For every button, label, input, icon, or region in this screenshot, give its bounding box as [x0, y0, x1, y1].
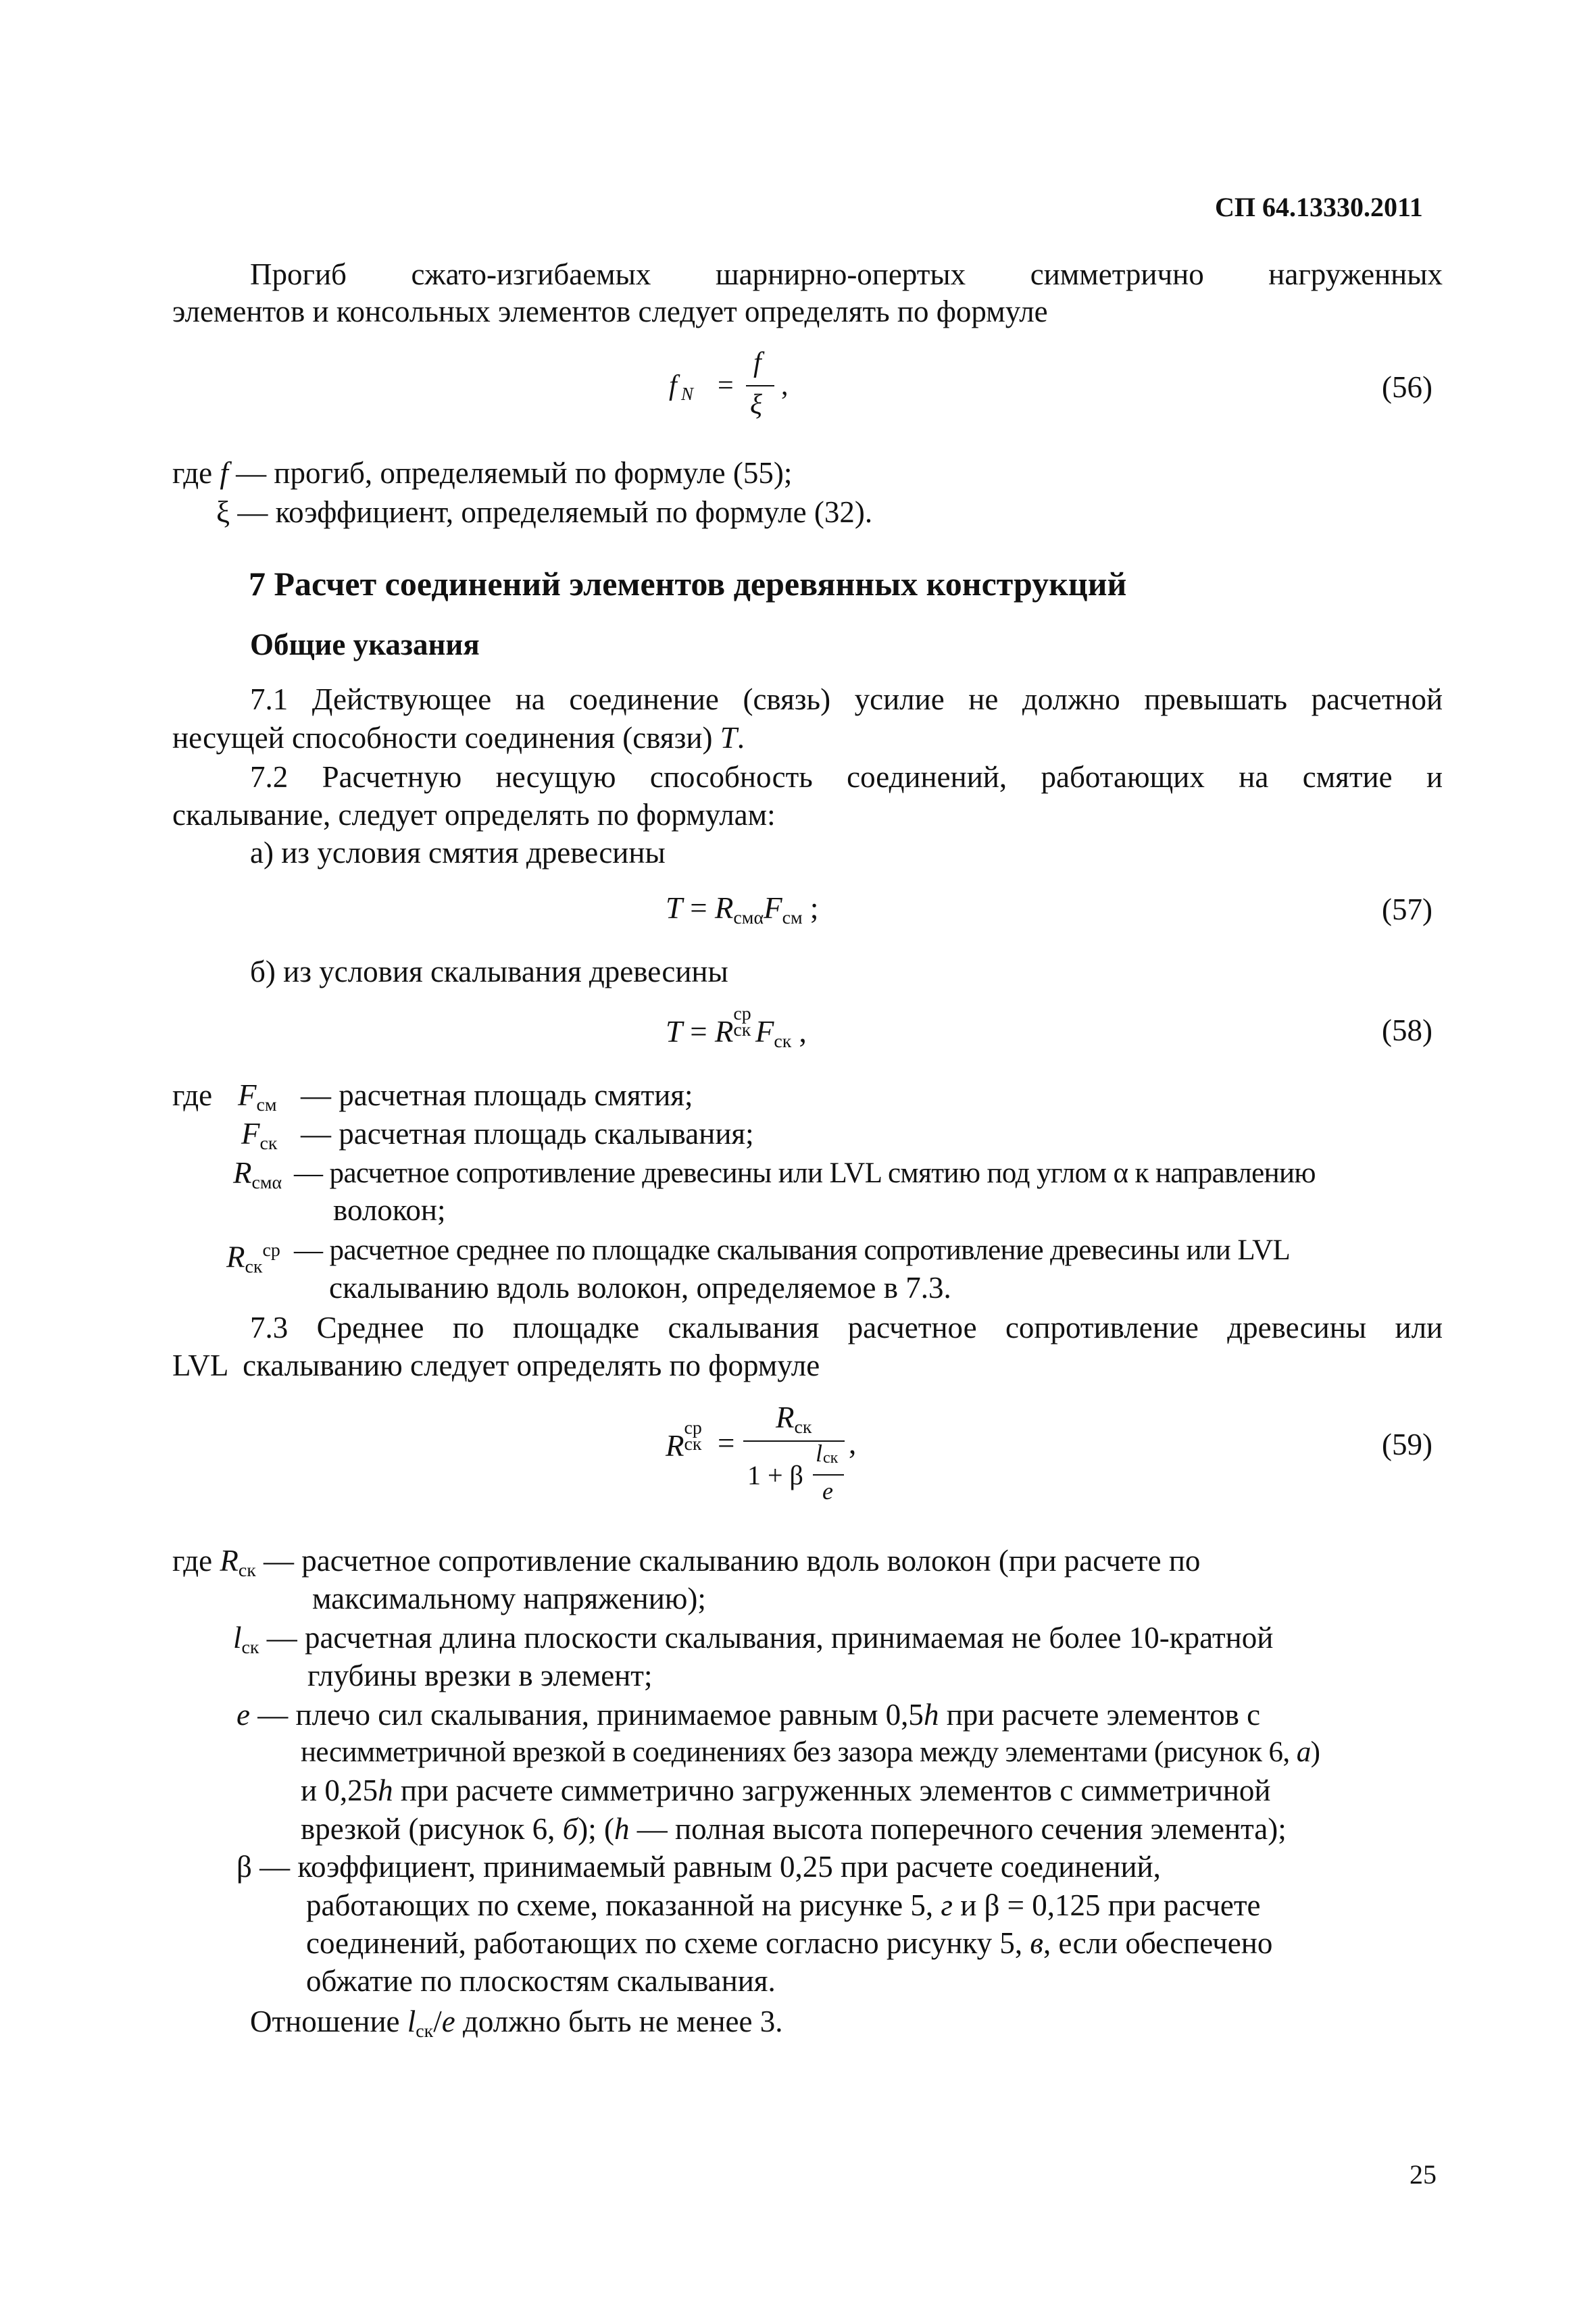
definition-beta-line4: обжатие по плоскостям скалывания.: [306, 1964, 776, 1998]
equation-58: T = R ср ск $F_{ск}$ ,: [666, 1003, 807, 1052]
definition-rcma: — расчетное сопротивление древесины или LVL смятию под углом α к направлению: [294, 1157, 1316, 1189]
definition-beta-line3: соединений, работающих по схеме согласно рисунку 5, в, если обеспечено: [306, 1926, 1273, 1960]
definition-fck-symbol: $F_{ск}$: [241, 1117, 278, 1154]
equation-57: $T = R_{см\alpha}F_{см}$ ;: [666, 891, 819, 928]
definition-beta-line1: β — коэффициент, принимаемый равным 0,25 при расчете соединений,: [236, 1850, 1161, 1884]
page-number: 25: [1410, 2159, 1437, 2190]
definition-rck-cont: максимальному напряжению);: [312, 1582, 706, 1615]
definition-rckcp: — расчетное среднее по площадке скалывания сопротивление древесины или LVL: [294, 1234, 1291, 1266]
list-item-b: б) из условия скалывания древесины: [250, 955, 728, 988]
definition-e-line2: несимметричной врезкой в соединениях без зазора между элементами (рисунок 6, а): [301, 1736, 1320, 1768]
definition-beta-line2: работающих по схеме, показанной на рисунке 5, г и β = 0,125 при расчете: [306, 1888, 1261, 1922]
definition-rcma-symbol: $R_{см\alpha}$: [233, 1156, 282, 1193]
definition-e-line3: и 0,25h при расчете симметрично загруженных элементов с симметричной: [301, 1774, 1271, 1807]
definition-e-line4: врезкой (рисунок 6, б); (h — полная высота поперечного сечения элемента);: [301, 1812, 1287, 1846]
definition-e-line1: e — плечо сил скалывания, принимаемое равным 0,5h при расчете элементов с: [236, 1698, 1261, 1732]
paragraph-7-3-line2: LVL скалыванию следует определять по формуле: [172, 1349, 820, 1382]
ratio-statement: Отношение $l_{ск}/e$ должно быть не менее 3.: [250, 2005, 783, 2042]
paragraph-deflection-line1: Прогиб сжато-изгибаемых шарнирно-опертых симметрично нагруженных: [250, 257, 1443, 291]
definition-f: где f — прогиб, определяемый по формуле (55);: [172, 456, 793, 490]
equation-number-59: (59): [1382, 1428, 1432, 1461]
document-code: СП 64.13330.2011: [1215, 192, 1423, 222]
equation-number-56: (56): [1382, 370, 1432, 404]
definition-xi: ξ — коэффициент, определяемый по формуле (32).: [216, 495, 873, 529]
paragraph-7-2-line2: скалывание, следует определять по формулам:: [172, 798, 776, 832]
definition-rckcp-symbol: $R_{ск}^{ср}$: [226, 1240, 280, 1278]
definition-fck: — расчетная площадь скалывания;: [301, 1117, 754, 1151]
definition-fcm: — расчетная площадь смятия;: [301, 1078, 693, 1112]
paragraph-deflection-line2: элементов и консольных элементов следует определять по формуле: [172, 295, 1048, 328]
equation-number-57: (57): [1382, 892, 1432, 926]
definition-lck-cont: глубины врезки в элемент;: [307, 1659, 653, 1692]
definition-rck: где $R_{ск}$ — расчетное сопротивление скалыванию вдоль волокон (при расчете по: [172, 1544, 1201, 1581]
paragraph-7-3-line1: 7.3 Среднее по площадке скалывания расчетное сопротивление древесины или: [250, 1311, 1443, 1344]
equation-number-58: (58): [1382, 1013, 1432, 1047]
definition-rcma-cont: волокон;: [333, 1193, 446, 1227]
list-item-a: а) из условия смятия древесины: [250, 836, 666, 870]
where-label: где: [172, 1078, 213, 1112]
paragraph-7-1-line2: несущей способности соединения (связи) T.: [172, 721, 745, 755]
definition-fcm-symbol: $F_{см}$: [238, 1078, 277, 1115]
paragraph-7-2-line1: 7.2 Расчетную несущую способность соединений, работающих на смятие и: [250, 760, 1443, 794]
paragraph-7-1-line1: 7.1 Действующее на соединение (связь) усилие не должно превышать расчетной: [250, 682, 1443, 716]
section-title: 7 Расчет соединений элементов деревянных конструкций: [249, 565, 1127, 603]
definition-lck: $l_{ск}$ — расчетная длина плоскости скалывания, принимаемая не более 10-кратной: [233, 1621, 1274, 1658]
section-subtitle: Общие указания: [250, 628, 480, 661]
definition-rckcp-cont: скалыванию вдоль волокон, определяемое в 7.3.: [329, 1271, 951, 1305]
